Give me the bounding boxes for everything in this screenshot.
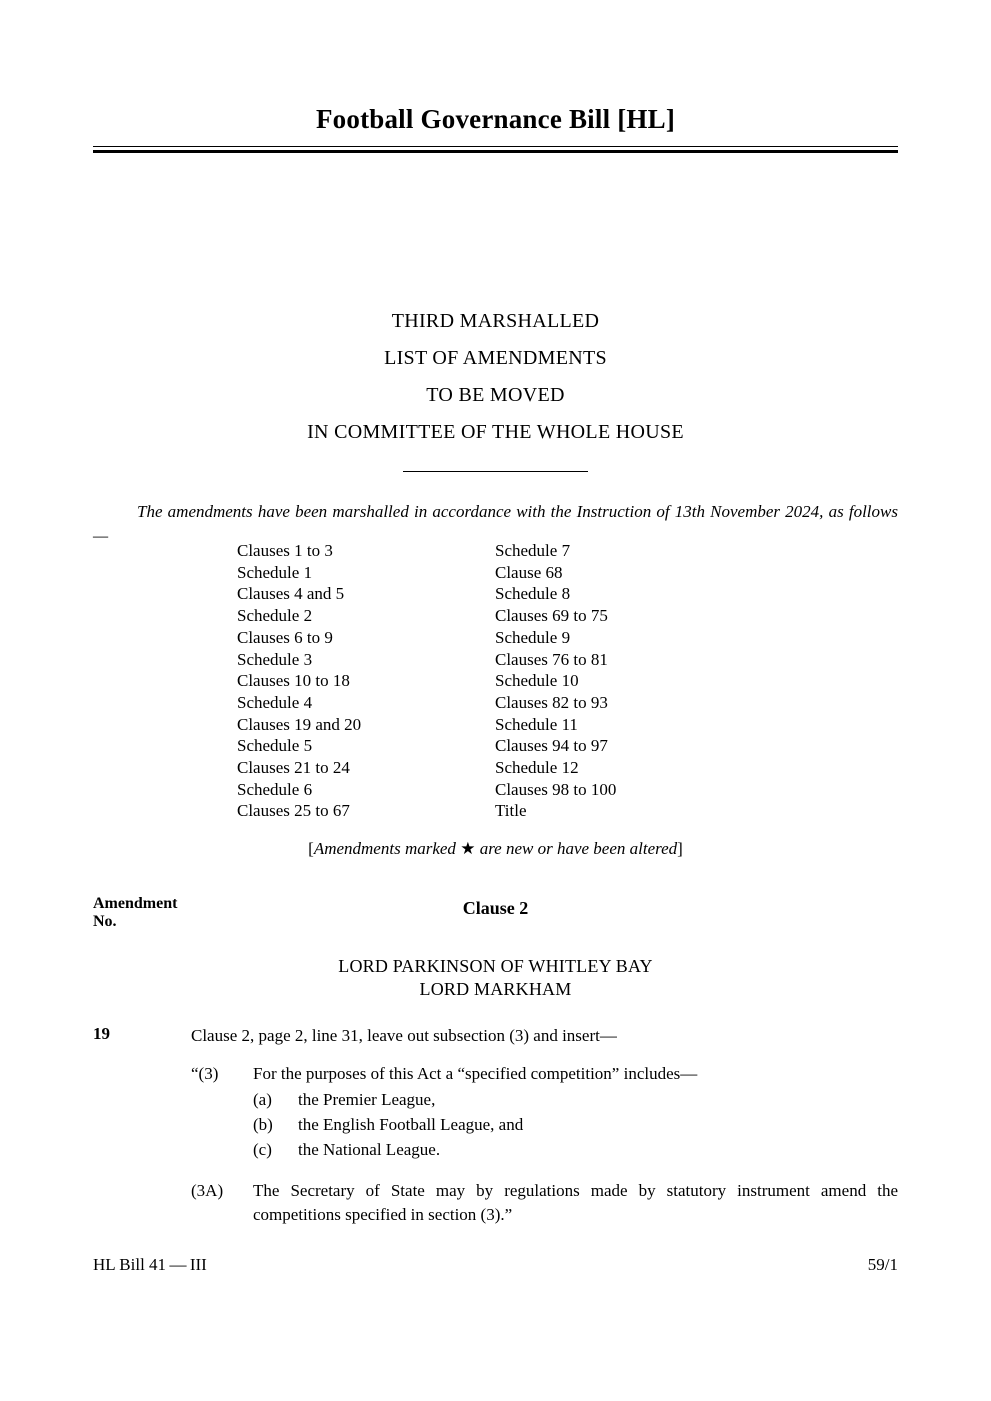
list-item: Schedule 12 xyxy=(495,758,579,778)
amendment-entry xyxy=(93,1024,898,1227)
amendment-lead-text: Clause 2, page 2, line 31, leave out subsection (3) and insert— xyxy=(191,1026,617,1045)
sponsor-name: LORD PARKINSON OF WHITLEY BAY xyxy=(338,956,653,976)
document-heading-block xyxy=(93,303,898,451)
sponsor-name: LORD MARKHAM xyxy=(419,979,572,999)
list-item: Schedule 11 xyxy=(495,714,578,734)
list-item: Schedule 3 xyxy=(237,649,313,669)
list-item: Clauses 69 to 75 xyxy=(495,606,608,626)
list-item: Clauses 94 to 97 xyxy=(495,736,608,756)
amendment-no-label-line2: No. xyxy=(93,913,117,930)
heading-line-3: TO BE MOVED xyxy=(426,384,565,406)
list-item: Schedule 4 xyxy=(237,692,313,712)
title-rule-thick xyxy=(93,150,898,153)
list-item: Title xyxy=(495,801,527,821)
bill-reference: HL Bill 41 — III xyxy=(93,1255,207,1274)
list-item: Clauses 1 to 3 xyxy=(237,541,333,560)
list-item: Schedule 8 xyxy=(495,584,571,604)
page-number: 59/1 xyxy=(867,1255,898,1274)
list-item: Schedule 5 xyxy=(237,736,313,756)
list-item: Schedule 7 xyxy=(495,541,571,560)
list-item: Clause 68 xyxy=(495,562,563,582)
lettered-item xyxy=(253,1087,898,1112)
subsection-3-row xyxy=(191,1062,898,1086)
marshalling-list-right-column xyxy=(495,540,753,822)
list-item: Clauses 98 to 100 xyxy=(495,779,617,799)
list-item: Schedule 1 xyxy=(237,562,313,582)
lettered-item-marker: (a) xyxy=(253,1090,272,1109)
list-item: Clauses 25 to 67 xyxy=(237,801,350,821)
list-item: Schedule 2 xyxy=(237,606,313,626)
note-text-after-star: are new or have been altered xyxy=(475,839,678,858)
marshalling-instruction-text: The amendments have been marshalled in accordance with the Instruction of 13th November 2024, as follows— xyxy=(93,502,898,545)
list-item: Clauses 82 to 93 xyxy=(495,692,608,712)
lettered-item xyxy=(253,1137,898,1162)
heading-line-4: IN COMMITTEE OF THE WHOLE HOUSE xyxy=(307,421,684,443)
subsection-3-text: For the purposes of this Act a “specified competition” includes— xyxy=(253,1064,698,1083)
heading-separator-rule xyxy=(403,471,588,472)
amendment-no-label-line1: Amendment xyxy=(93,895,178,912)
starred-amendments-note xyxy=(93,839,898,859)
lettered-item xyxy=(253,1112,898,1137)
note-text-before-star: Amendments marked xyxy=(313,839,461,858)
amendment-lead-row xyxy=(93,1024,898,1048)
star-icon: ★ xyxy=(460,839,476,858)
subsection-3a-text: The Secretary of State may by regulations made by statutory instrument amend the competitions specified in section (3).” xyxy=(253,1181,898,1224)
lettered-item-text: the Premier League, xyxy=(298,1090,436,1109)
list-item: Clauses 21 to 24 xyxy=(237,758,350,778)
lettered-item-text: the English Football League, and xyxy=(298,1115,524,1134)
lettered-item-marker: (b) xyxy=(253,1115,273,1134)
heading-line-2: LIST OF AMENDMENTS xyxy=(384,347,607,369)
lettered-item-marker: (c) xyxy=(253,1140,272,1159)
note-close-bracket: ] xyxy=(677,839,683,858)
marshalling-list xyxy=(237,540,757,822)
list-item: Clauses 4 and 5 xyxy=(237,584,345,604)
list-item: Clauses 6 to 9 xyxy=(237,627,333,647)
title-divider xyxy=(93,146,898,153)
subsection-3a-row xyxy=(191,1179,898,1227)
clause-heading: Clause 2 xyxy=(462,898,529,918)
list-item: Schedule 10 xyxy=(495,671,579,691)
amendment-sponsors xyxy=(93,955,898,1001)
list-item: Clauses 76 to 81 xyxy=(495,649,608,669)
marshalling-list-left-column xyxy=(237,540,495,822)
list-item: Schedule 9 xyxy=(495,627,571,647)
note-open-bracket: [ xyxy=(308,839,314,858)
amendment-number: 19 xyxy=(93,1024,110,1043)
list-item: Schedule 6 xyxy=(237,779,313,799)
list-item: Clauses 19 and 20 xyxy=(237,714,362,734)
page-footer xyxy=(93,1255,898,1275)
subsection-3-items xyxy=(253,1087,898,1162)
list-item: Clauses 10 to 18 xyxy=(237,671,350,691)
heading-line-1: THIRD MARSHALLED xyxy=(391,310,600,332)
subsection-3-marker: “(3) xyxy=(191,1064,219,1083)
page-title: Football Governance Bill [HL] xyxy=(315,104,676,134)
subsection-3a-marker: (3A) xyxy=(191,1181,224,1200)
lettered-item-text: the National League. xyxy=(298,1140,441,1159)
